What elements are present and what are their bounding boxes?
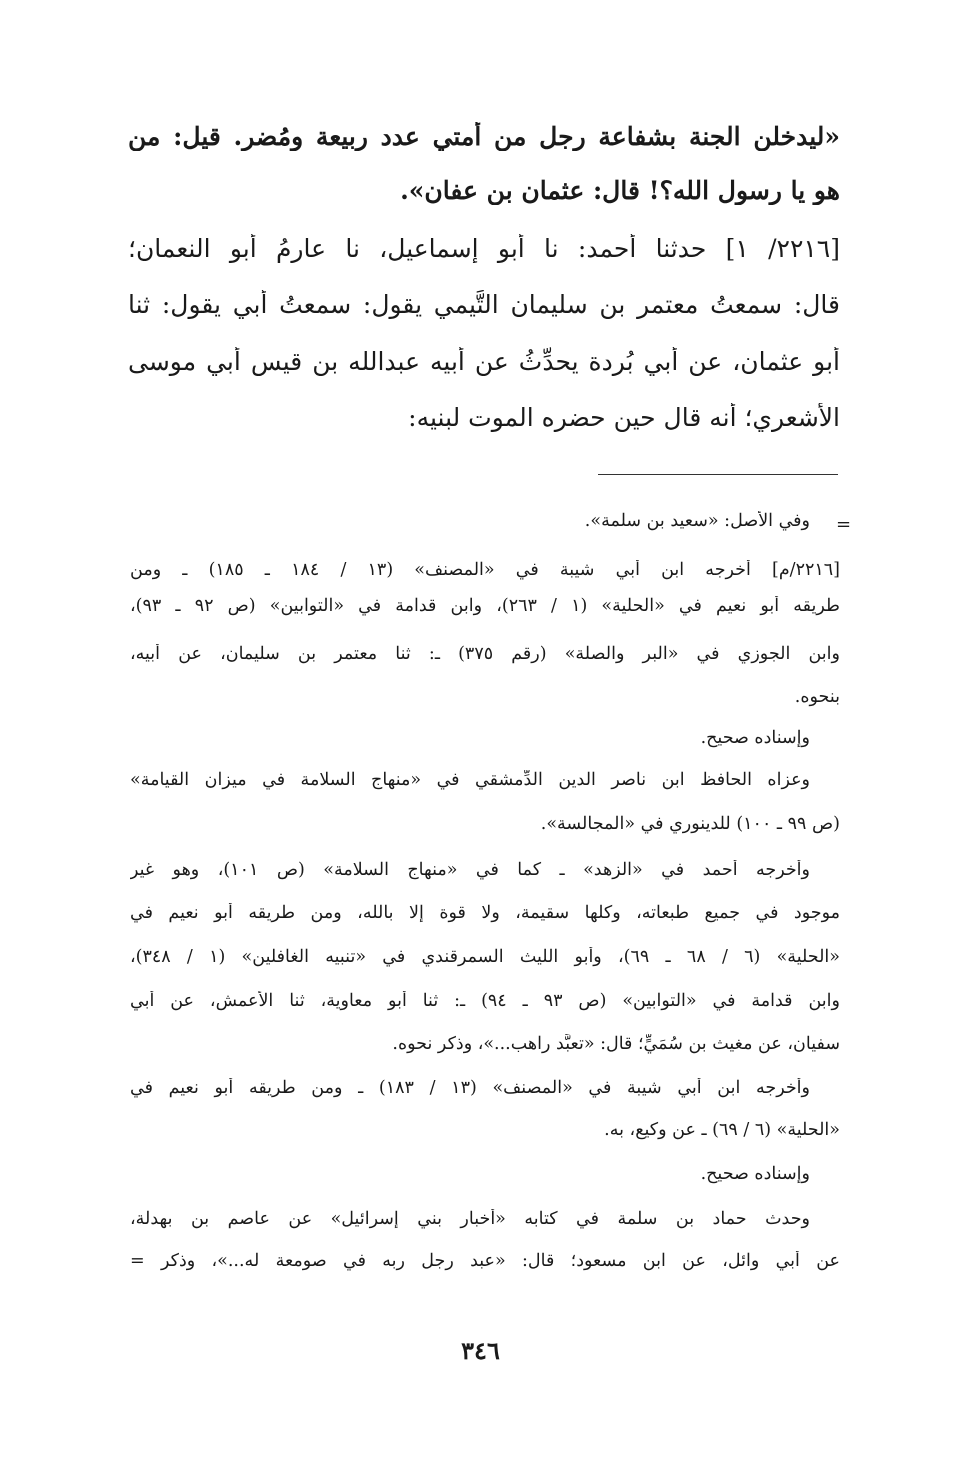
narration-line-2: قال: سمعتُ معتمر بن سليمان التَّيمي يقول: سمعتُ أبي يقول: ثنا <box>128 290 840 319</box>
footnote-line-7: وعزاه الحافظ ابن ناصر الدين الدِّمشقي في «منهاج السلامة في ميزان القيامة» <box>130 770 810 790</box>
page-number: ٣٤٦ <box>461 1336 500 1365</box>
footnote-line-3: طريقه أبو نعيم في «الحلية» (١ / ٢٦٣)، وابن قدامة في «التوابين» (ص ٩٢ ـ ٩٣)، <box>130 596 840 616</box>
footnote-line-1: وفي الأصل: «سعيد بن سلمة». <box>584 511 810 531</box>
footnote-line-13: سفيان، عن مغيث بن سُمَيٍّ؛ قال: «تعبَّد راهب...»، وذكر نحوه. <box>392 1034 840 1054</box>
footnote-line-17: وحدث حماد بن سلمة في كتابه «أخبار بني إسرائيل» عن عاصم بن بهدلة، <box>130 1209 810 1229</box>
narration-line-3: أبو عثمان، عن أبي بُردة يحدِّثُ عن أبيه عبدالله بن قيس أبي موسى <box>128 347 840 376</box>
footnote-separator <box>598 474 838 475</box>
footnote-line-10: موجود في جميع طبعاته، وكلها سقيمة، ولا قوة إلا بالله، ومن طريقه أبو نعيم في <box>130 903 840 923</box>
footnote-line-9: وأخرجه أحمد في «الزهد» ـ كما في «منهاج السلامة» (ص ١٠١)، وهو غير <box>130 860 810 880</box>
footnote-line-11: «الحلية» (٦ / ٦٨ ـ ٦٩)، وأبو الليث السمرقندي في «تنبيه الغافلين» (١ / ٣٤٨)، <box>130 947 840 967</box>
footnote-line-16: وإسناده صحيح. <box>700 1164 810 1184</box>
footnote-line-18: عن أبي وائل، عن ابن مسعود؛ قال: «عبد رجل ربه في صومعة له...»، وذكر = <box>130 1251 840 1271</box>
footnote-line-12: وابن قدامة في «التوابين» (ص ٩٣ ـ ٩٤) ـ: ثنا أبو معاوية، ثنا الأعمش، عن أبي <box>130 991 840 1011</box>
hadith-text-line-1: «ليدخلن الجنة بشفاعة رجل من أمتي عدد ربيعة ومُضر. قيل: من <box>128 122 840 151</box>
footnote-line-15: «الحلية» (٦ / ٦٩) ـ عن وكيع، به. <box>604 1120 840 1140</box>
hadith-text-line-2: هو يا رسول الله؟! قال: عثمان بن عفان». <box>400 176 840 205</box>
footnote-line-2: [٢٢١٦/م] أخرجه ابن أبي شيبة في «المصنف» (١٣ / ١٨٤ ـ ١٨٥) ـ ومن <box>130 560 840 580</box>
footnote-line-5: بنحوه. <box>794 687 840 707</box>
footnote-continuation-mark: = <box>836 514 852 535</box>
narration-line-4: الأشعري؛ أنه قال حين حضره الموت لبنيه: <box>408 403 840 432</box>
footnote-line-4: وابن الجوزي في «البر والصلة» (رقم ٣٧٥) ـ: ثنا معتمر بن سليمان، عن أبيه، <box>130 644 840 664</box>
footnote-line-6: وإسناده صحيح. <box>700 728 810 748</box>
footnote-line-8: (ص ٩٩ ـ ١٠٠) للدينوري في «المجالسة». <box>540 814 840 834</box>
narration-line-1: [٢٢١٦/ ١] حدثنا أحمد: نا أبو إسماعيل، نا عارمُ أبو النعمان؛ <box>128 234 840 263</box>
footnote-line-14: وأخرجه ابن أبي شيبة في «المصنف» (١٣ / ١٨٣) ـ ومن طريقه أبو نعيم في <box>130 1078 810 1098</box>
